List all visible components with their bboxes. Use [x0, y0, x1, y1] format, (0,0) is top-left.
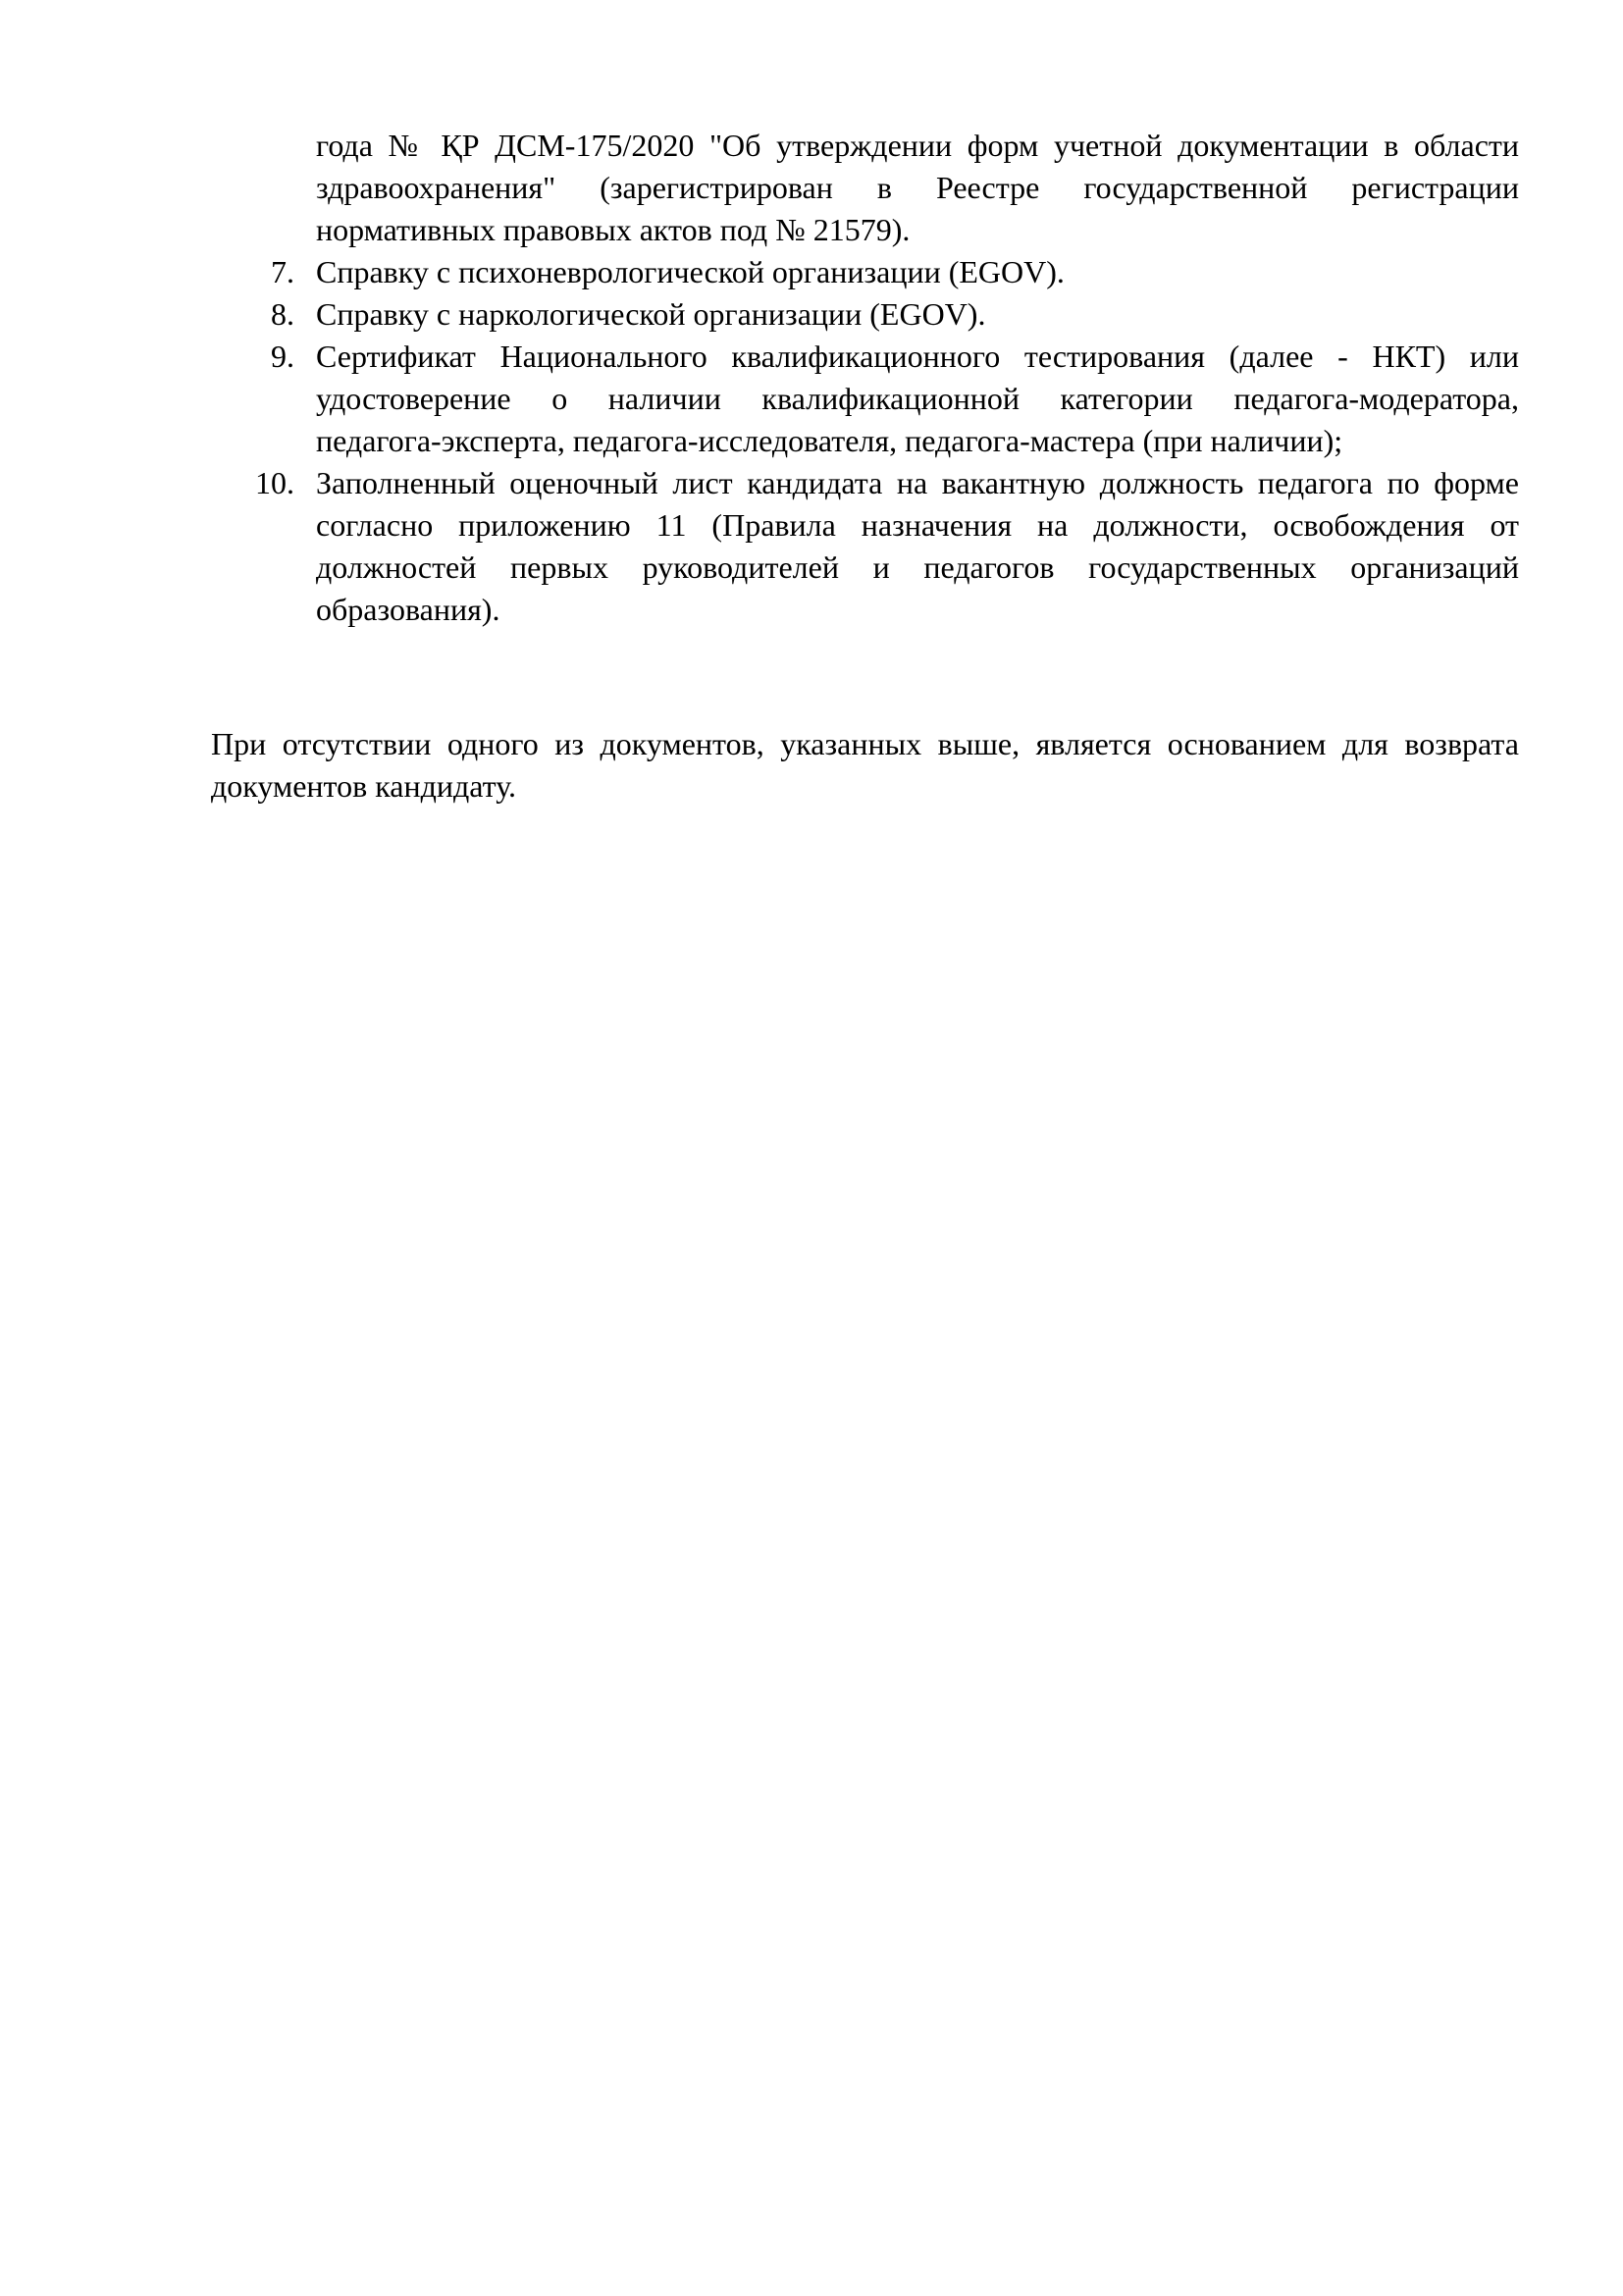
text-line: здравоохранения" (зарегистрирован в Реестре государственной регистрации [316, 170, 1519, 205]
text-line: Справку с наркологической организации (EGOV). [316, 296, 986, 332]
list-item [211, 293, 1519, 336]
text-line: документов кандидату. [211, 768, 517, 804]
text-line: При отсутствии одного из документов, указанных выше, является основанием для возврата [211, 726, 1519, 761]
text-line: года № ҚР ДСМ-175/2020 "Об утверждении форм учетной документации в области [316, 128, 1519, 163]
text-line: нормативных правовых актов под № 21579). [316, 212, 911, 247]
text-line: педагога-эксперта, педагога-исследователя, педагога-мастера (при наличии); [316, 423, 1343, 458]
paragraph [316, 125, 1519, 251]
list-item-number: 10. [255, 465, 294, 500]
text-line: образования). [316, 592, 500, 627]
list-item-number: 9. [271, 339, 294, 374]
text-line: Сертификат Национального квалификационного тестирования (далее - НКТ) или [316, 339, 1519, 374]
text-line: Справку с психоневрологической организации (EGOV). [316, 254, 1065, 289]
list-item-content [316, 462, 1519, 631]
list-item-content [316, 336, 1519, 462]
list-item-number: 7. [271, 254, 294, 289]
list-item [211, 251, 1519, 293]
list-item-number: 8. [271, 296, 294, 332]
list-item-content [316, 293, 1519, 336]
text-line: Заполненный оценочный лист кандидата на вакантную должность педагога по форме [316, 465, 1519, 500]
document-text-block [211, 125, 1519, 808]
paragraph [211, 723, 1519, 808]
list-item [211, 462, 1519, 631]
list-item [211, 336, 1519, 462]
list-item-content [316, 251, 1519, 293]
text-line: согласно приложению 11 (Правила назначения на должности, освобождения от [316, 507, 1519, 543]
blank-space [211, 631, 1519, 723]
text-line: должностей первых руководителей и педагогов государственных организаций [316, 549, 1519, 585]
text-line: удостоверение о наличии квалификационной категории педагога-модератора, [316, 381, 1519, 416]
